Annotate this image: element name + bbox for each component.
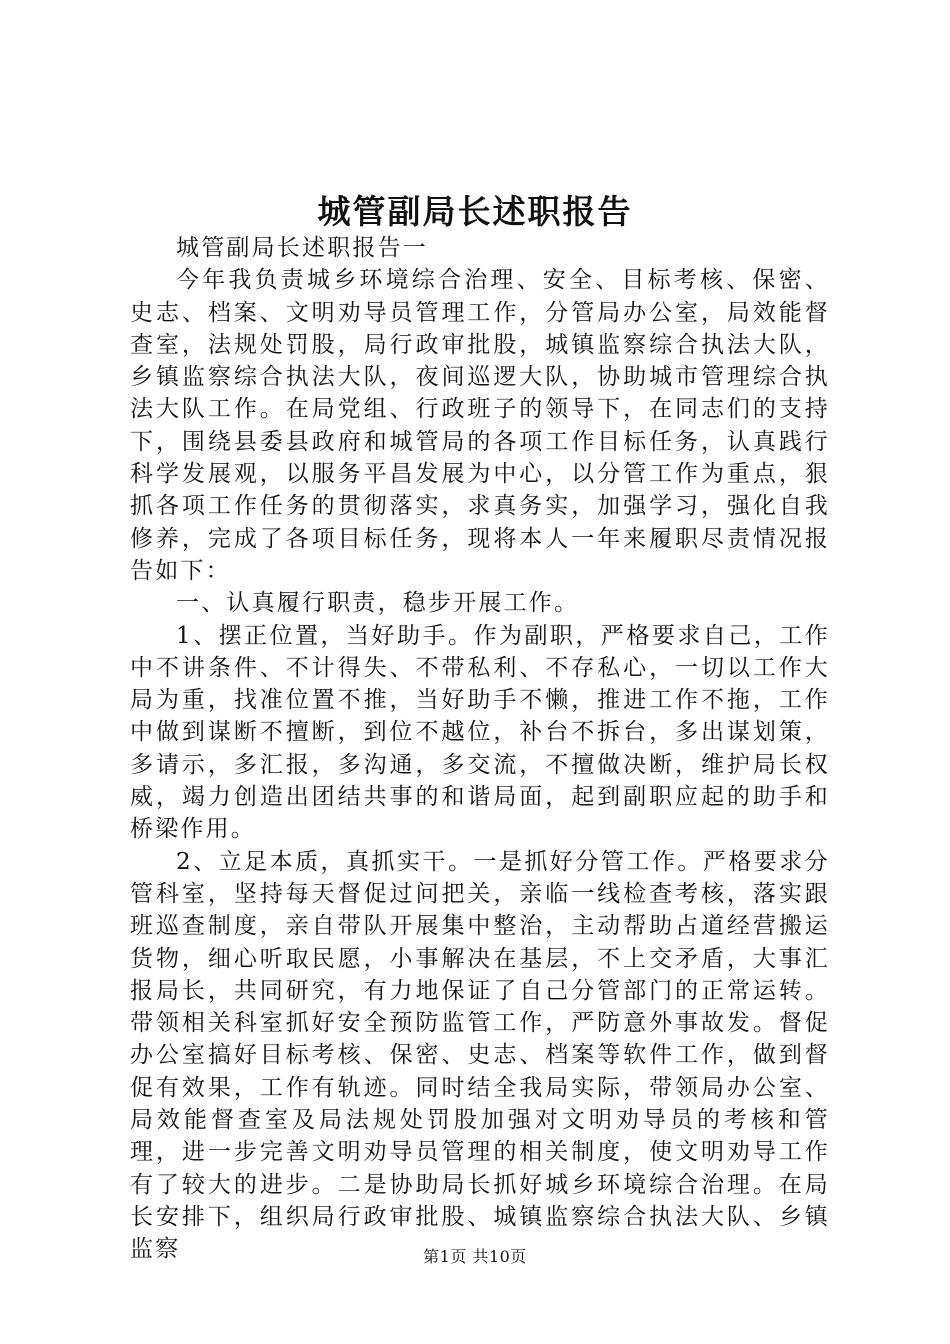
- paragraph-intro: 今年我负责城乡环境综合治理、安全、目标考核、保密、史志、档案、文明劝导员管理工作，分管局办公室，局效能督查室，法规处罚股，局行政审批股，城镇监察综合执法大队，乡镇监察综合执法大队，夜间巡逻大队，协助城市管理综合执法大队工作。在局党组、行政班子的领导下，在同志们的支持下，围绕县委县政府和城管局的各项工作目标任务，认真践行科学发展观，以服务平昌发展为中心，以分管工作为重点，狠抓各项工作任务的贯彻落实，求真务实，加强学习，强化自我修养，完成了各项目标任务，现将本人一年来履职尽责情况报告如下：: [130, 267, 830, 584]
- document-body: [130, 232, 830, 1266]
- document-title: 城管副局长述职报告: [317, 192, 633, 231]
- paragraph-item-1: 1、摆正位置，当好助手。作为副职，严格要求自己，工作中不讲条件、不计得失、不带私利、不存私心，一切以工作大局为重，找准位置不推，当好助手不懒，推进工作不拖，工作中做到谋断不擅断，到位不越位，补台不拆台，多出谋划策，多请示，多汇报，多沟通，多交流，不擅做决断，维护局长权威，竭力创造出团结共事的和谐局面，起到副职应起的助手和桥梁作用。: [130, 622, 830, 843]
- paragraph-subtitle: 城管副局长述职报告一: [176, 235, 428, 261]
- paragraph-item-2: 2、立足本质，真抓实干。一是抓好分管工作。严格要求分管科室，坚持每天督促过问把关，亲临一线检查考核，落实跟班巡查制度，亲自带队开展集中整治，主动帮助占道经营搬运货物，细心听取民愿，小事解决在基层，不上交矛盾，大事汇报局长，共同研究，有力地保证了自己分管部门的正常运转。带领相关科室抓好安全预防监管工作，严防意外事故发。督促办公室搞好目标考核、保密、史志、档案等软件工作，做到督促有效果，工作有轨迹。同时结全我局实际，带领局办公室、局效能督查室及局法规处罚股加强对文明劝导员的考核和管理，进一步完善文明劝导员管理的相关制度，使文明劝导工作有了较大的进步。二是协助局长抓好城乡环境综合治理。在局长安排下，组织局行政审批股、城镇监察综合执法大队、乡镇监察: [130, 848, 830, 1263]
- page-footer: 第1页 共10页: [423, 1247, 527, 1266]
- paragraph-section-heading: 一、认真履行职责，稳步开展工作。: [176, 590, 580, 617]
